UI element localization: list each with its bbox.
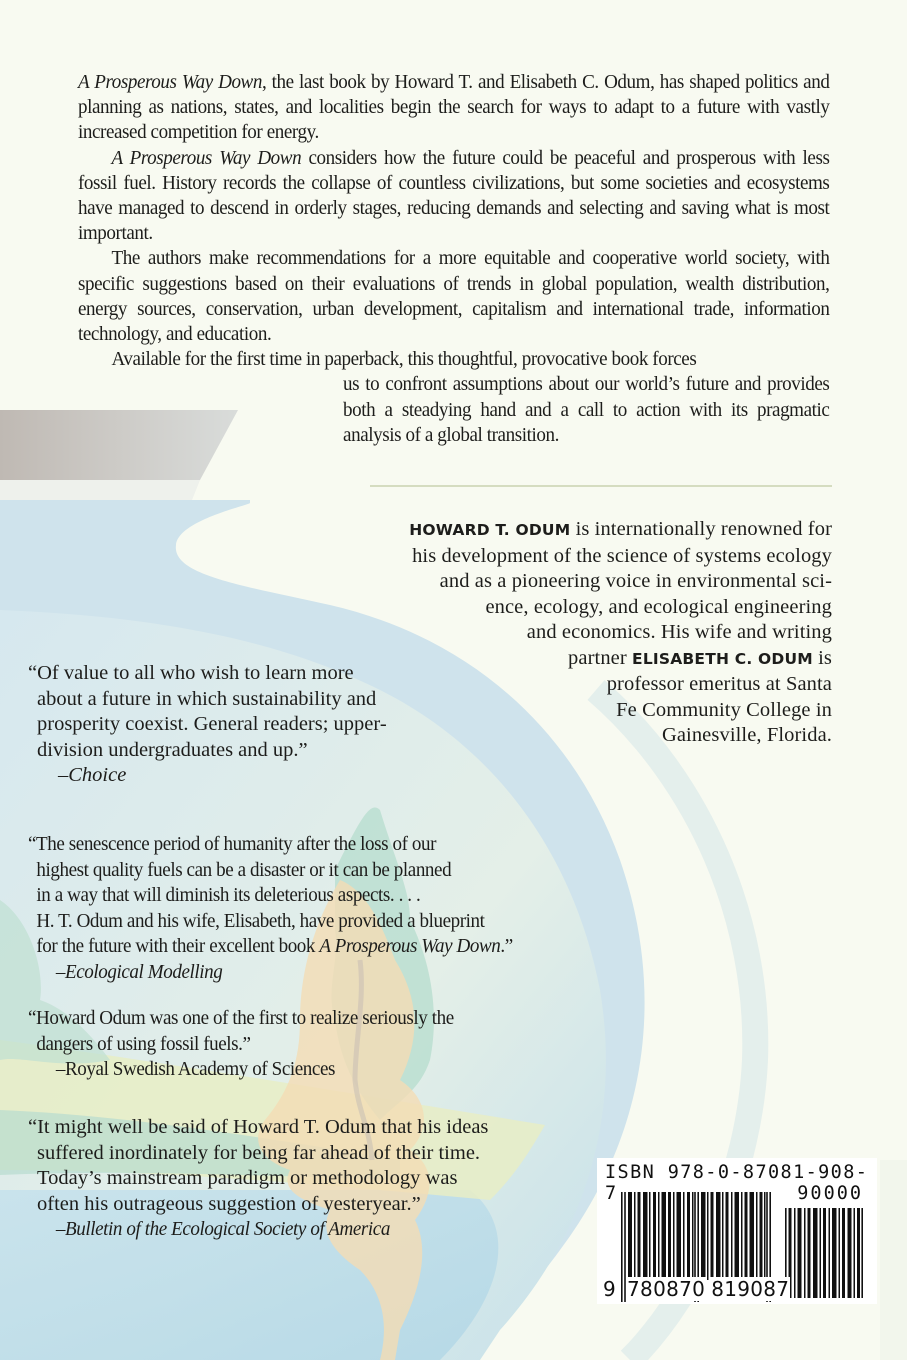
divider-rule [370, 485, 832, 487]
blurb-paragraph-3: The authors make recommendations for a more equitable and cooperative world society, with specific suggestions based on their evaluations of trends in global population, wealth distribution, energy sources, conservation, urban development, capitalism and international trade, information technology, and education. [78, 247, 830, 346]
quote-source: –Royal Swedish Academy of Sciences [55, 1058, 336, 1080]
author-name-elisabeth: ELISABETH C. ODUM [632, 649, 813, 668]
author-name-howard: HOWARD T. ODUM [409, 521, 571, 539]
review-quote-ecological-modelling: “The senescence period of humanity after the loss of our highest quality fuels can be a disaster or it can be planned in a way that will diminish its deleterious aspects. . . . H. T. Odum and his wife, Elisabeth, have provided a blueprint for the future with their excellent book A Prosperous Way Down.” –Ecological Modelling [28, 832, 513, 985]
blurb-paragraph-1: A Prosperous Way Down, the last book by Howard T. and Elisabeth C. Odum, has shaped politics and planning as nations, states, and localities begin the search for ways to adapt to a future with vastly increased competition for energy. [78, 71, 830, 144]
review-quote-choice: “Of value to all who wish to learn more about a future in which sustainability and prosperity coexist. General readers; upper- division undergraduates and up.” –Choice [28, 661, 387, 789]
review-quote-ecological-society: “It might well be said of Howard T. Odum that his ideas suffered inordinately for being far ahead of their time. Today’s mainstream paradigm or methodology was often his outrageous suggestion of yesteryear.” –Bulletin of the Ecological Society of America [28, 1115, 488, 1243]
back-cover-blurb [78, 70, 829, 448]
book-title: A Prosperous Way Down [319, 935, 501, 957]
blurb-paragraph-4-rest: us to confront assumptions about our world’s future and provides both a steadying hand and a call to action with its pragmatic analysis of a global transition. [343, 373, 830, 446]
addon-bars [785, 1208, 863, 1298]
blurb-paragraph-2: A Prosperous Way Down considers how the future could be peaceful and prosperous with less fossil fuel. History records the collapse of countless civilizations, but some societies and ecosystems have managed to descend in orderly stages, reducing demands and selecting and saving what is most important. [78, 146, 830, 245]
book-title: A Prosperous Way Down [78, 71, 262, 93]
blurb-paragraph-4-line1: Available for the first time in paperback, this thoughtful, provocative book forces [111, 348, 697, 371]
quote-source: –Choice [58, 764, 127, 786]
isbn-barcode [597, 1158, 877, 1304]
book-title: A Prosperous Way Down [111, 146, 302, 169]
quote-source: –Ecological Modelling [55, 960, 223, 983]
price-addon-number: 90000 [797, 1183, 863, 1204]
isbn-label: ISBN 978-0-87081-908-7 [605, 1162, 869, 1204]
quote-source: –Bulletin of the Ecological Society of America [55, 1218, 390, 1240]
ean13-digits: 9 780870 819087 [603, 1277, 790, 1301]
author-bio: HOWARD T. ODUM is internationally renowned for his development of the science of systems ecology and as a pioneering voice in environmental sci- ence, ecology, and ecological engineering and economics. His wife and writing partner ELISABETH C. ODUM is professor emeritus at Santa Fe Community College in Gainesville, Florida. [409, 518, 832, 746]
review-quote-royal-swedish-academy: “Howard Odum was one of the first to realize seriously the dangers of using fossil fuels.” –Royal Swedish Academy of Sciences [28, 1006, 454, 1083]
